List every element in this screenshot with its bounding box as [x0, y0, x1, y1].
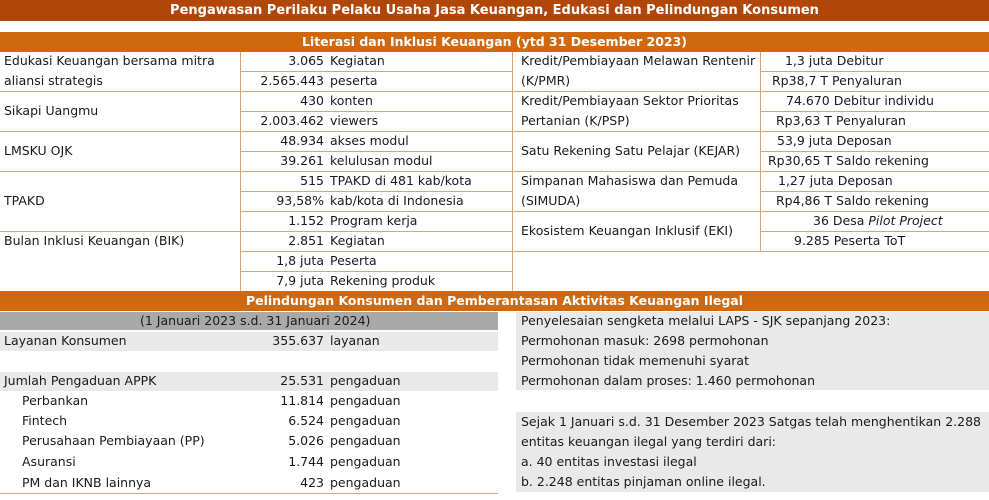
label-lmsku: LMSKU OJK: [4, 143, 73, 158]
value-num: 39.261: [280, 153, 324, 168]
sub-num: 5.026: [288, 433, 324, 448]
value-unit: Program kerja: [330, 213, 418, 228]
value-unit: peserta: [330, 73, 378, 88]
sub-label: Perusahaan Pembiayaan (PP): [22, 433, 205, 448]
value-num: 515: [300, 173, 324, 188]
layanan-label: Layanan Konsumen: [4, 333, 127, 348]
value-unit: konten: [330, 93, 373, 108]
value-num: 2.851: [288, 233, 324, 248]
value-unit: akses modul: [330, 133, 409, 148]
value-unit: Kegiatan: [330, 233, 385, 248]
value-kpsp-2: Rp3,63 T Penyaluran: [776, 113, 906, 128]
sub-label: PM dan IKNB lainnya: [22, 475, 152, 490]
satgas-line-4: b. 2.248 entitas pinjaman online ilegal.: [521, 474, 766, 489]
value-eki-1-text: 36 Desa: [813, 213, 869, 228]
value-num: 1,8 juta: [276, 253, 324, 268]
sub-num: 11.814: [280, 393, 324, 408]
label-eki: Ekosistem Keuangan Inklusif (EKI): [521, 223, 733, 238]
value-kpmr-1: 1,3 juta Debitur: [785, 53, 884, 68]
pengaduan-label: Jumlah Pengaduan APPK: [4, 373, 157, 388]
satgas-line-1: Sejak 1 Januari s.d. 31 Desember 2023 Satgas telah menghentikan 2.288: [521, 414, 981, 429]
satgas-line-3: a. 40 entitas investasi ilegal: [521, 454, 697, 469]
value-num: 48.934: [280, 133, 324, 148]
pelindungan-title: Pelindungan Konsumen dan Pemberantasan Aktivitas Keuangan Ilegal: [245, 293, 744, 308]
value-unit: TPAKD di 481 kab/kota: [330, 173, 472, 188]
main-title: Pengawasan Perilaku Pelaku Usaha Jasa Keuangan, Edukasi dan Pelindungan Konsumen: [170, 3, 819, 18]
value-simuda-2: Rp4,86 T Saldo rekening: [776, 193, 929, 208]
label-kpmr-2: (K/PMR): [521, 73, 571, 88]
satgas-line-2: entitas keuangan ilegal yang terdiri dari:: [521, 434, 776, 449]
sub-unit: pengaduan: [330, 433, 401, 448]
laps-line-1: Penyelesaian sengketa melalui LAPS - SJK sepanjang 2023:: [521, 313, 891, 328]
label-kpsp-1: Kredit/Pembiayaan Sektor Prioritas: [521, 93, 739, 108]
sub-num: 1.744: [288, 454, 324, 469]
pengaduan-num: 25.531: [280, 373, 324, 388]
pelindungan-header-bar: [0, 291, 989, 311]
sub-unit: pengaduan: [330, 393, 401, 408]
label-sikapi: Sikapi Uangmu: [4, 103, 99, 118]
value-kejar-2: Rp30,65 T Saldo rekening: [768, 153, 929, 168]
laps-line-4: Permohonan dalam proses: 1.460 permohonan: [521, 373, 816, 388]
label-kpmr-1: Kredit/Pembiayaan Melawan Rentenir: [521, 53, 756, 68]
value-unit: kelulusan modul: [330, 153, 433, 168]
value-unit: kab/kota di Indonesia: [330, 193, 464, 208]
literasi-title: Literasi dan Inklusi Keuangan (ytd 31 Desember 2023): [301, 34, 688, 49]
value-eki-1: [813, 211, 943, 231]
sub-unit: pengaduan: [330, 475, 401, 490]
sub-label: Fintech: [22, 413, 68, 428]
sub-unit: pengaduan: [330, 413, 401, 428]
value-simuda-1: 1,27 juta Deposan: [778, 173, 893, 188]
main-title-bar: [0, 0, 989, 21]
value-num: 2.003.462: [260, 113, 324, 128]
laps-line-3: Permohonan tidak memenuhi syarat: [521, 353, 749, 368]
value-eki-1-italic: Pilot Project: [868, 213, 943, 228]
layanan-unit: layanan: [330, 333, 380, 348]
sub-label: Asuransi: [22, 454, 76, 469]
value-num: 430: [300, 93, 324, 108]
label-kpsp-2: Pertanian (K/PSP): [521, 113, 630, 128]
value-num: 3.065: [288, 53, 324, 68]
sub-num: 6.524: [288, 413, 324, 428]
value-kpsp-1: 74.670 Debitur individu: [786, 93, 934, 108]
value-unit: viewers: [330, 113, 379, 128]
value-num: 93,58%: [276, 193, 324, 208]
label-kejar: Satu Rekening Satu Pelajar (KEJAR): [521, 143, 741, 158]
layanan-num: 355.637: [272, 333, 324, 348]
literasi-header-bar: [0, 32, 989, 52]
laps-line-2: Permohonan masuk: 2698 permohonan: [521, 333, 769, 348]
label-bik: Bulan Inklusi Keuangan (BIK): [4, 233, 185, 248]
pengaduan-unit: pengaduan: [330, 373, 401, 388]
period-label: (1 Januari 2023 s.d. 31 Januari 2024): [140, 313, 371, 328]
label-simuda-2: (SIMUDA): [521, 193, 581, 208]
label-edukasi-1: Edukasi Keuangan bersama mitra: [4, 53, 215, 68]
value-unit: Kegiatan: [330, 53, 385, 68]
label-tpakd: TPAKD: [4, 193, 45, 208]
value-num: 2.565.443: [260, 73, 324, 88]
value-kpmr-2: Rp38,7 T Penyaluran: [772, 73, 902, 88]
value-kejar-1: 53,9 juta Deposan: [777, 133, 892, 148]
value-unit: Peserta: [330, 253, 377, 268]
value-num: 7,9 juta: [276, 273, 324, 288]
sub-num: 423: [300, 475, 324, 490]
value-unit: Rekening produk: [330, 273, 436, 288]
value-num: 1.152: [288, 213, 324, 228]
value-eki-2: 9.285 Peserta ToT: [794, 233, 906, 248]
label-edukasi-2: aliansi strategis: [4, 73, 103, 88]
label-simuda-1: Simpanan Mahasiswa dan Pemuda: [521, 173, 739, 188]
sub-unit: pengaduan: [330, 454, 401, 469]
sub-label: Perbankan: [22, 393, 89, 408]
